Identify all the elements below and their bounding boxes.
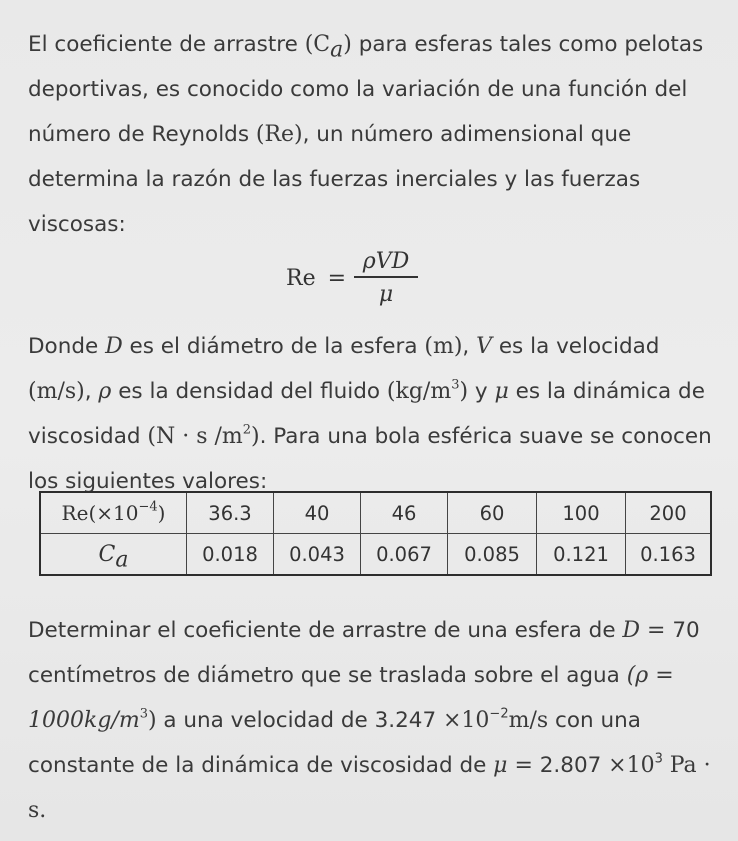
drag-coefficient-symbol: $(C_a)$ <box>304 32 352 63</box>
table-cell: 100 <box>537 492 626 534</box>
table-cell: 36.3 <box>187 492 274 534</box>
intro-text-2: para esferas tales como pelotas deportivas, es conocido como la variación de una función del número de Reynolds <box>28 32 704 147</box>
problem-viscosity-value: $2.807 \times 10^3$ Pa · s. <box>28 751 711 823</box>
unit-velocity: (m/s) <box>28 379 85 404</box>
problem-viscosity-symbol: μ = <box>493 753 533 778</box>
symbol-rho: ρ <box>98 379 112 404</box>
unit-density: $(kg/m^3)$ <box>386 377 469 404</box>
problem-diameter-symbol: D = <box>622 618 666 643</box>
table-cell: 0.043 <box>274 534 361 576</box>
table-cell: 60 <box>448 492 537 534</box>
intro-text-3: , un número adimensional que determina la razón de las fuerzas inerciales y las fuerzas viscosas: <box>28 122 641 237</box>
symbol-V: V <box>476 334 492 359</box>
problem-density: $(\rho = 1000kg/m^3)$ <box>28 663 674 733</box>
unit-viscosity: (N · s $/m^2$) <box>147 422 260 449</box>
table-cell: 0.085 <box>448 534 537 576</box>
symbol-mu: μ <box>494 379 509 404</box>
table-row-reynolds <box>40 492 711 534</box>
formula-lhs: Re <box>286 265 316 291</box>
unit-meters: (m) <box>424 334 463 359</box>
table-cell: 46 <box>361 492 448 534</box>
problem-velocity: $3.247 \times 10^{-2}m/s$ <box>374 706 549 733</box>
reynolds-formula <box>286 246 418 310</box>
values-table <box>39 491 712 576</box>
intro-paragraph <box>28 22 718 247</box>
table-row-drag <box>40 534 711 576</box>
table-cell: 0.018 <box>187 534 274 576</box>
formula-denominator: μ <box>378 281 394 307</box>
problem-paragraph: Determinar el coeficiente de arrastre de una esfera de D = 70 centímetros de diámetro que se traslada sobre el agua $(\rho = 1000kg/m^3)$ a una velocidad de $3.247 \times 10^{-2}m/s$ con una constante de la dinámica de viscosidad de $\mu = 2.807 \times 10^3$ Pa · s. <box>28 618 711 823</box>
definitions-paragraph: Donde D es el diámetro de la esfera (m), V es la velocidad (m/s), ρ es la densidad del fluido $(kg/m^3)$ y μ es la dinámica de viscosidad (N · s $/m^2$). Para una bola esférica suave se conocen los siguientes valores: <box>28 334 712 494</box>
table-header-reynolds: $Re(\times 10^{-4})$ <box>40 492 187 534</box>
reynolds-symbol: (Re) <box>255 122 303 147</box>
symbol-D: D <box>105 334 123 359</box>
formula-equals: = <box>327 265 347 291</box>
table-cell: 200 <box>626 492 712 534</box>
formula-fraction <box>354 249 418 307</box>
intro-text-1: El coeficiente de arrastre <box>28 32 298 57</box>
table-cell: 40 <box>274 492 361 534</box>
table-cell: 0.163 <box>626 534 712 576</box>
table-cell: 0.121 <box>537 534 626 576</box>
table-cell: 0.067 <box>361 534 448 576</box>
formula-numerator: ρVD <box>362 249 410 275</box>
table-header-drag: $C_a$ <box>40 534 187 576</box>
